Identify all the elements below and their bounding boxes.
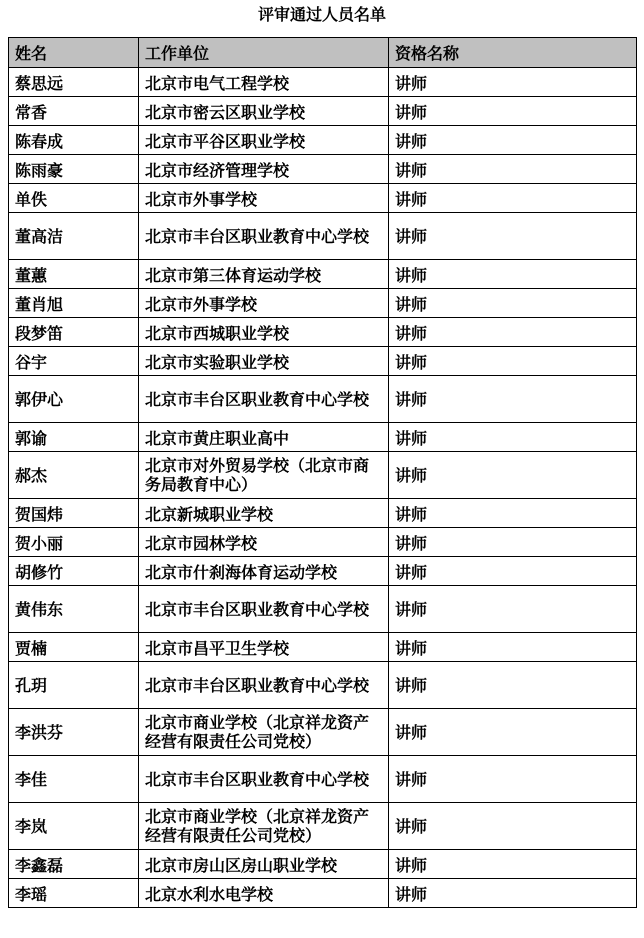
table-row	[9, 347, 637, 376]
cell-qualification: 讲师	[389, 586, 637, 633]
cell-qualification: 讲师	[389, 155, 637, 184]
cell-name: 胡修竹	[9, 557, 139, 586]
cell-unit: 北京市电气工程学校	[139, 68, 389, 97]
cell-name: 陈雨豪	[9, 155, 139, 184]
cell-qualification: 讲师	[389, 557, 637, 586]
table-row	[9, 213, 637, 260]
table-row	[9, 318, 637, 347]
header-qualification: 资格名称	[389, 38, 637, 68]
cell-qualification: 讲师	[389, 803, 637, 850]
cell-unit: 北京市昌平卫生学校	[139, 633, 389, 662]
cell-unit: 北京市第三体育运动学校	[139, 260, 389, 289]
table-row	[9, 662, 637, 709]
cell-unit: 北京市密云区职业学校	[139, 97, 389, 126]
cell-qualification: 讲师	[389, 756, 637, 803]
table-row	[9, 260, 637, 289]
cell-name: 李瑶	[9, 879, 139, 908]
cell-qualification: 讲师	[389, 709, 637, 756]
cell-unit: 北京市丰台区职业教育中心学校	[139, 586, 389, 633]
cell-name: 黄伟东	[9, 586, 139, 633]
cell-qualification: 讲师	[389, 260, 637, 289]
cell-unit: 北京新城职业学校	[139, 499, 389, 528]
cell-name: 李洪芬	[9, 709, 139, 756]
table-row	[9, 879, 637, 908]
table-row	[9, 499, 637, 528]
table-row	[9, 803, 637, 850]
table-row	[9, 423, 637, 452]
cell-qualification: 讲师	[389, 318, 637, 347]
cell-qualification: 讲师	[389, 376, 637, 423]
table-row	[9, 709, 637, 756]
cell-qualification: 讲师	[389, 850, 637, 879]
cell-name: 贺国炜	[9, 499, 139, 528]
cell-name: 贺小丽	[9, 528, 139, 557]
table-header	[9, 38, 637, 68]
table-row	[9, 126, 637, 155]
cell-name: 李佳	[9, 756, 139, 803]
table-body	[9, 68, 637, 908]
cell-qualification: 讲师	[389, 97, 637, 126]
cell-qualification: 讲师	[389, 633, 637, 662]
cell-name: 段梦笛	[9, 318, 139, 347]
cell-name: 董肖旭	[9, 289, 139, 318]
cell-unit: 北京市西城职业学校	[139, 318, 389, 347]
table-row	[9, 586, 637, 633]
cell-unit: 北京市丰台区职业教育中心学校	[139, 213, 389, 260]
cell-qualification: 讲师	[389, 662, 637, 709]
cell-qualification: 讲师	[389, 289, 637, 318]
cell-unit: 北京市房山区房山职业学校	[139, 850, 389, 879]
cell-name: 陈春成	[9, 126, 139, 155]
cell-qualification: 讲师	[389, 423, 637, 452]
cell-qualification: 讲师	[389, 213, 637, 260]
cell-unit: 北京市外事学校	[139, 184, 389, 213]
cell-unit: 北京市什刹海体育运动学校	[139, 557, 389, 586]
cell-unit: 北京市丰台区职业教育中心学校	[139, 756, 389, 803]
header-unit: 工作单位	[139, 38, 389, 68]
cell-name: 单佚	[9, 184, 139, 213]
cell-name: 常香	[9, 97, 139, 126]
table-row	[9, 155, 637, 184]
cell-qualification: 讲师	[389, 126, 637, 155]
cell-unit: 北京市园林学校	[139, 528, 389, 557]
cell-qualification: 讲师	[389, 879, 637, 908]
cell-unit: 北京水利水电学校	[139, 879, 389, 908]
table-row	[9, 850, 637, 879]
cell-unit: 北京市经济管理学校	[139, 155, 389, 184]
cell-name: 董蕙	[9, 260, 139, 289]
table-row	[9, 633, 637, 662]
table-row	[9, 557, 637, 586]
cell-qualification: 讲师	[389, 347, 637, 376]
table-row	[9, 756, 637, 803]
cell-unit: 北京市商业学校（北京祥龙资产经营有限责任公司党校）	[139, 709, 389, 756]
cell-unit: 北京市实验职业学校	[139, 347, 389, 376]
results-table	[8, 37, 637, 908]
cell-unit: 北京市黄庄职业高中	[139, 423, 389, 452]
table-row	[9, 376, 637, 423]
table-row	[9, 97, 637, 126]
cell-name: 贾楠	[9, 633, 139, 662]
cell-name: 谷宇	[9, 347, 139, 376]
cell-qualification: 讲师	[389, 452, 637, 499]
cell-unit: 北京市对外贸易学校（北京市商务局教育中心）	[139, 452, 389, 499]
table-row	[9, 289, 637, 318]
cell-unit: 北京市商业学校（北京祥龙资产经营有限责任公司党校）	[139, 803, 389, 850]
table-row	[9, 68, 637, 97]
cell-qualification: 讲师	[389, 528, 637, 557]
cell-qualification: 讲师	[389, 184, 637, 213]
cell-unit: 北京市外事学校	[139, 289, 389, 318]
table-row	[9, 184, 637, 213]
cell-qualification: 讲师	[389, 499, 637, 528]
cell-name: 李鑫磊	[9, 850, 139, 879]
cell-name: 蔡思远	[9, 68, 139, 97]
cell-name: 董高洁	[9, 213, 139, 260]
table-row	[9, 452, 637, 499]
cell-name: 李岚	[9, 803, 139, 850]
table-row	[9, 528, 637, 557]
page-title: 评审通过人员名单	[257, 5, 386, 24]
cell-name: 郭伊心	[9, 376, 139, 423]
cell-qualification: 讲师	[389, 68, 637, 97]
cell-unit: 北京市丰台区职业教育中心学校	[139, 662, 389, 709]
header-name: 姓名	[9, 38, 139, 68]
cell-name: 孔玥	[9, 662, 139, 709]
cell-name: 郭谕	[9, 423, 139, 452]
cell-unit: 北京市丰台区职业教育中心学校	[139, 376, 389, 423]
cell-name: 郝杰	[9, 452, 139, 499]
cell-unit: 北京市平谷区职业学校	[139, 126, 389, 155]
